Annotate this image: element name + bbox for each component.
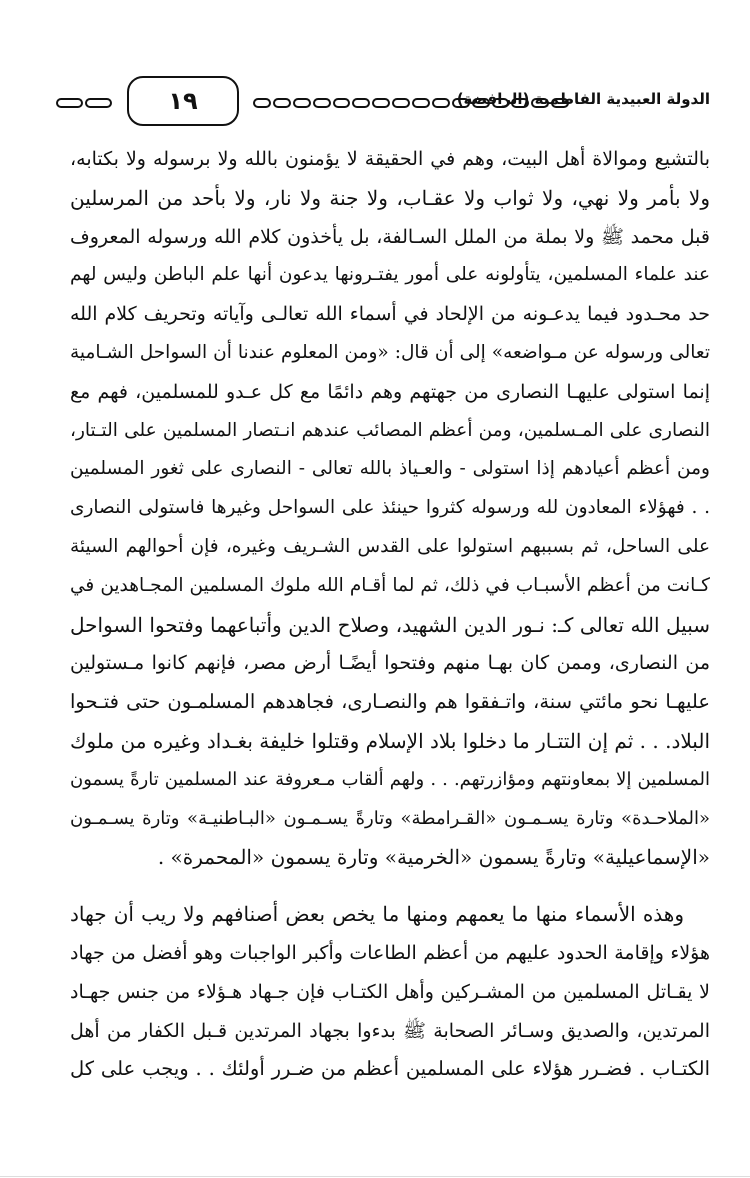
text-line: إنما استولى عليهـا النصارى من جهتهم وهم دائمًا مع كل عـدو للمسلمين، فهم مع — [70, 380, 710, 403]
header-ornament-left — [55, 96, 113, 110]
chain-link-ornament — [352, 98, 370, 108]
text-line: تعالى ورسوله عن مـواضعه» إلى أن قال: «ومن المعلوم عندنا أن السواحل الشـامية — [70, 341, 710, 363]
page-number: ١٩ — [127, 76, 239, 126]
text-line: حد محـدود فيما يدعـونه من الإلحاد في أسماء الله تعالـى وآياته وتحريف كلام الله — [70, 303, 710, 326]
chain-link-ornament — [253, 98, 271, 108]
running-title: الدولة العبيدية الفاطمية (الرافضة) — [456, 90, 710, 108]
text-line: كـانت من أعظم الأسبـاب في ذلك، ثم لما أقـام الله ملوك المسلمين المجـاهدين في — [70, 574, 710, 596]
text-line: الكتـاب . فضـرر هؤلاء على المسلمين أعظم من ضـرر أولئك . . ويجب على كل — [70, 1057, 710, 1081]
text-line: وهذه الأسماء منها ما يعمهم ومنها ما يخص بعض أصنافهم ولا ريب أن جهاد — [70, 902, 684, 927]
text-line: «الإسماعيلية» وتارةً يسمون «الخرمية» وتارة يسمون «المحمرة» . — [157, 845, 710, 870]
page-header — [55, 74, 710, 126]
chain-link-ornament — [372, 98, 390, 108]
chain-link-ornament — [85, 98, 112, 108]
paragraph-1 — [70, 140, 710, 877]
chain-link-ornament — [56, 98, 83, 108]
text-line: النصارى على المـسلمين، ومن أعظم المصائب عندهم انـتصار المسلمين على التـتار، — [70, 419, 710, 441]
text-line: البلاد. . . ثم إن التتـار ما دخلوا بلاد الإسلام وقتلوا خليفة بغـداد وغيره من ملوك — [70, 728, 710, 753]
chain-link-ornament — [432, 98, 450, 108]
text-line: المرتدين، والصديق وسـائر الصحابة ﷺ بدءوا بجهاد المرتدين قـبل الكفار من أهل — [70, 1019, 710, 1042]
page-bottom-edge — [0, 1176, 750, 1177]
chain-link-ornament — [412, 98, 430, 108]
text-line: هؤلاء وإقامة الحدود عليهم من أعظم الطاعات وأكبر الواجبات وهو أفضل من جهاد — [70, 941, 710, 964]
text-line: ومن أعظم أعيادهم إذا استولى - والعـياذ بالله تعالى - النصارى على ثغور المسلمين — [70, 458, 710, 480]
text-line: بالتشيع وموالاة أهل البيت، وهم في الحقيقة لا يؤمنون بالله ولا برسوله ولا بكتابه، — [70, 148, 710, 170]
paragraph-2 — [70, 895, 710, 1089]
text-line: عند علماء المسلمين، يتأولونه على أمور يفتـرونها يدعون أنها علم الباطن وليس لهم — [70, 264, 710, 286]
text-line: «الملاحـدة» وتارة يسـمـون «القـرامطة» وتارةً يسـمـون «البـاطنيـة» وتارة يسـمـون — [70, 807, 710, 829]
text-line: . . فهؤلاء المعادون لله ورسوله كثروا حينئذ على السواحل وغيرها فاستولى النصارى — [70, 497, 710, 519]
text-line: قبل محمد ﷺ ولا بملة من الملل السـالفة، بل يأخذون كلام الله ورسوله المعروف — [70, 225, 710, 248]
chain-link-ornament — [313, 98, 331, 108]
paragraph-gap — [70, 877, 710, 895]
chain-link-ornament — [293, 98, 311, 108]
chain-link-ornament — [333, 98, 351, 108]
text-line: عليهـا نحو مائتي سنة، واتـفقوا هم والنصـارى، فجاهدهم المسلمـون حتى فتـحوا — [70, 690, 710, 714]
text-line: على الساحل، ثم بسببهم استولوا على القدس الشـريف وغيره، فإن أحوالهم السيئة — [70, 535, 710, 557]
chain-link-ornament — [273, 98, 291, 108]
text-line: لا يقـاتل المسلمين من المشـركين وأهل الكتـاب فإن جـهاد هـؤلاء من جنس جهـاد — [70, 980, 710, 1003]
text-line: ولا بأمر ولا نهي، ولا ثواب ولا عقـاب، ولا جنة ولا نار، ولا بأحد من المرسلين — [70, 185, 710, 210]
text-line: سبيل الله تعالى كـ: نـور الدين الشهيد، وصلاح الدين وأتباعهما وفتحوا السواحل — [70, 612, 710, 637]
text-line: المسلمين إلا بمعاونتهم ومؤازرتهم. . . ولهم ألقاب مـعروفة عند المسلمين تارةً يسمون — [70, 768, 710, 790]
chain-link-ornament — [392, 98, 410, 108]
body-text — [70, 140, 710, 1089]
text-line: من النصارى، وممن كان بهـا منهم وفتحوا أيضًـا أرض مصر، فإنهم كانوا مـستولين — [70, 652, 710, 675]
